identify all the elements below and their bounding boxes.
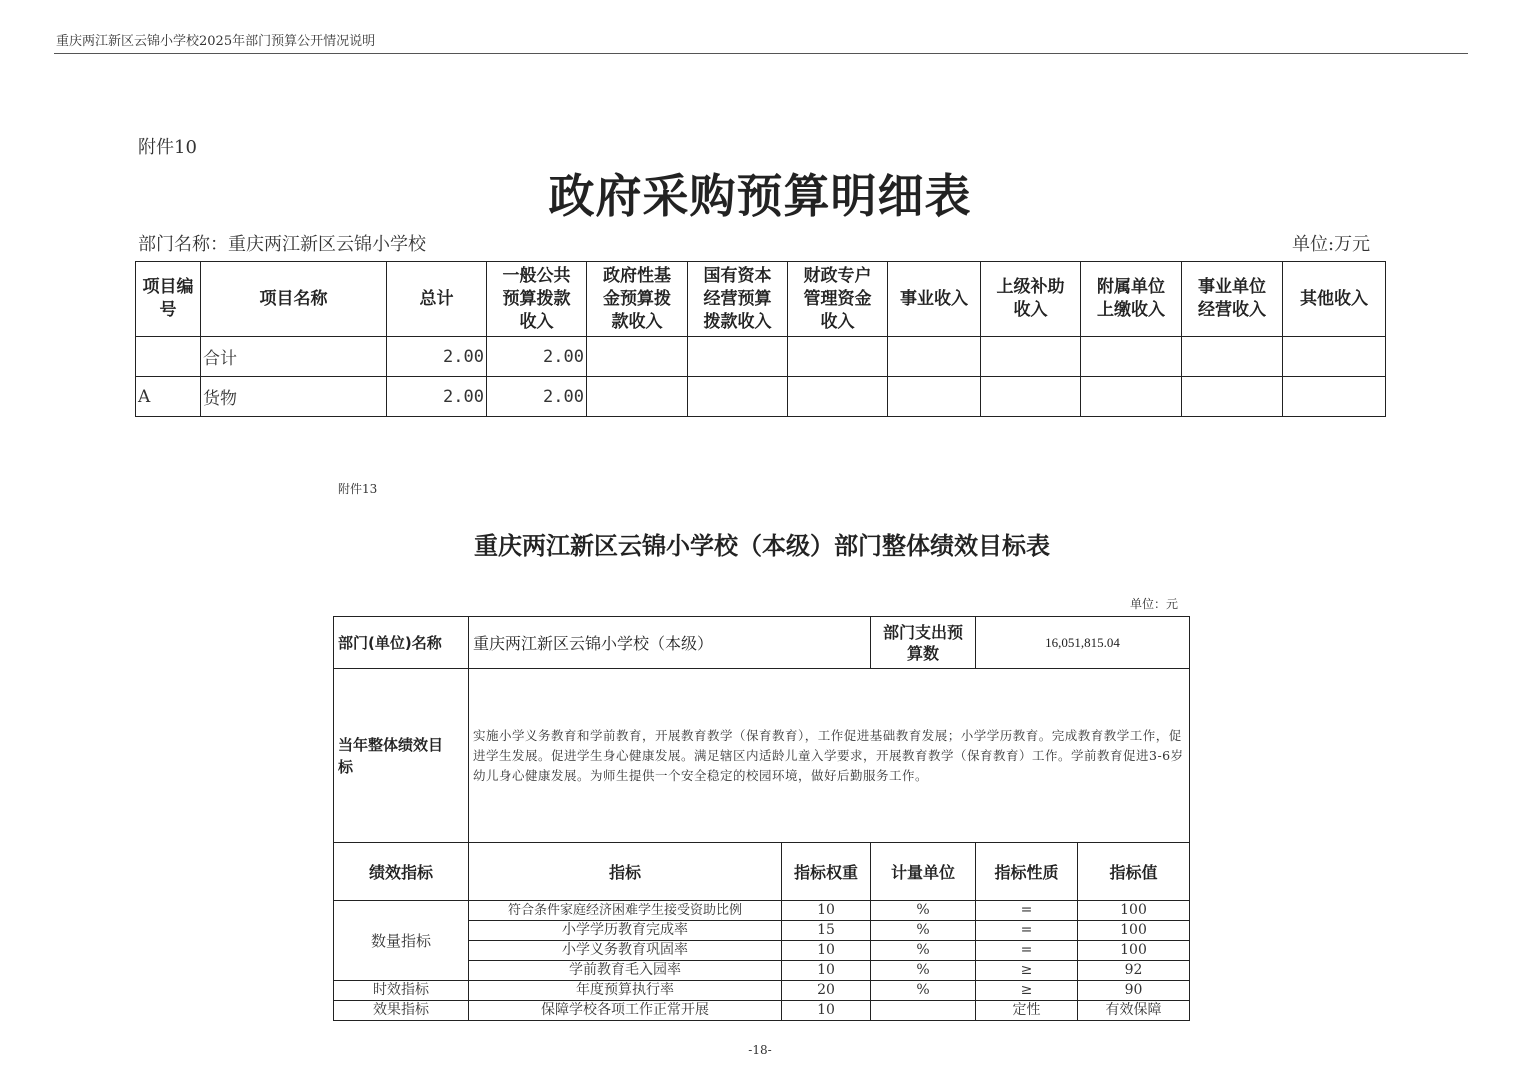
col-header: 指标权重 [782, 843, 871, 901]
cell-general: 2.00 [487, 377, 587, 417]
page-header: 重庆两江新区云锦小学校2025年部门预算公开情况说明 [56, 34, 376, 49]
col-header: 事业单位 经营收入 [1182, 262, 1283, 337]
col-header: 财政专户 管理资金 收入 [788, 262, 888, 337]
table-row [136, 377, 1386, 417]
dept-value: 重庆两江新区云锦小学校（本级） [469, 617, 871, 669]
budget-value: 16,051,815.04 [976, 617, 1190, 669]
cell-general: 2.00 [487, 337, 587, 377]
col-header: 国有资本 经营预算 拨款收入 [688, 262, 788, 337]
unit: % [871, 941, 976, 961]
col-header: 政府性基 金预算拨 款收入 [587, 262, 688, 337]
attachment-label: 附件13 [338, 482, 378, 496]
value: 100 [1078, 921, 1190, 941]
unit: % [871, 961, 976, 981]
col-header: 计量单位 [871, 843, 976, 901]
cell-code [136, 337, 201, 377]
weight: 10 [782, 901, 871, 921]
dept-row [334, 617, 1190, 669]
col-header: 上级补助 收入 [981, 262, 1081, 337]
procurement-table [135, 261, 1386, 417]
col-header: 指标 [469, 843, 782, 901]
indicator: 小学学历教育完成率 [469, 921, 782, 941]
table-row [136, 337, 1386, 377]
unit: % [871, 981, 976, 1001]
value: 100 [1078, 941, 1190, 961]
unit: % [871, 901, 976, 921]
nature: ≥ [976, 981, 1078, 1001]
value: 100 [1078, 901, 1190, 921]
indicator: 学前教育毛入园率 [469, 961, 782, 981]
unit: % [871, 921, 976, 941]
weight: 10 [782, 1001, 871, 1021]
performance-table [333, 616, 1190, 1021]
table-row [334, 1001, 1190, 1021]
value: 92 [1078, 961, 1190, 981]
category-effect: 效果指标 [334, 1001, 469, 1021]
nature: = [976, 901, 1078, 921]
category-time: 时效指标 [334, 981, 469, 1001]
unit-label: 单位：元 [1130, 597, 1179, 611]
value: 90 [1078, 981, 1190, 1001]
col-header: 总计 [387, 262, 487, 337]
department-name: 部门名称：重庆两江新区云锦小学校 [138, 234, 426, 255]
category-quantity: 数量指标 [334, 901, 469, 981]
col-header: 一般公共 预算拨款 收入 [487, 262, 587, 337]
indicator-header-row [334, 843, 1190, 901]
indicator: 符合条件家庭经济困难学生接受资助比例 [469, 901, 782, 921]
cell-name: 货物 [201, 377, 387, 417]
procurement-title: 政府采购预算明细表 [548, 169, 972, 223]
weight: 10 [782, 941, 871, 961]
col-header: 附属单位 上缴收入 [1081, 262, 1182, 337]
table-row [334, 981, 1190, 1001]
cell-total: 2.00 [387, 377, 487, 417]
cell-code: A [136, 377, 201, 417]
table-header-row [136, 262, 1386, 337]
col-header: 指标值 [1078, 843, 1190, 901]
cell-name: 合计 [201, 337, 387, 377]
unit-label: 单位:万元 [1292, 234, 1371, 255]
table-row [334, 901, 1190, 921]
col-header: 指标性质 [976, 843, 1078, 901]
value: 有效保障 [1078, 1001, 1190, 1021]
weight: 10 [782, 961, 871, 981]
page-number: -18- [748, 1043, 772, 1057]
unit [871, 1001, 976, 1021]
budget-label: 部门支出预 算数 [871, 617, 976, 669]
indicator: 年度预算执行率 [469, 981, 782, 1001]
col-header: 事业收入 [888, 262, 981, 337]
nature: 定性 [976, 1001, 1078, 1021]
indicator: 保障学校各项工作正常开展 [469, 1001, 782, 1021]
nature: = [976, 921, 1078, 941]
performance-title: 重庆两江新区云锦小学校（本级）部门整体绩效目标表 [474, 531, 1050, 560]
goal-label: 当年整体绩效目 标 [334, 669, 469, 843]
weight: 15 [782, 921, 871, 941]
cell-total: 2.00 [387, 337, 487, 377]
goal-text: 实施小学义务教育和学前教育，开展教育教学（保育教育），工作促进基础教育发展；小学学历教育。完成教育教学工作，促进学生发展。促进学生身心健康发展。满足辖区内适龄儿童入学要求，开展教育教学（保育教育）工作。学前教育促进3-6岁幼儿身心健康发展。为师生提供一个安全稳定的校园环境，做好后勤服务工作。 [469, 669, 1190, 843]
attachment-label: 附件10 [138, 137, 197, 158]
weight: 20 [782, 981, 871, 1001]
header-rule [54, 53, 1468, 54]
goal-row [334, 669, 1190, 843]
nature: ≥ [976, 961, 1078, 981]
col-header: 项目编 号 [136, 262, 201, 337]
dept-label: 部门(单位)名称 [334, 617, 469, 669]
indicator: 小学义务教育巩固率 [469, 941, 782, 961]
col-header: 绩效指标 [334, 843, 469, 901]
col-header: 项目名称 [201, 262, 387, 337]
col-header: 其他收入 [1283, 262, 1386, 337]
nature: = [976, 941, 1078, 961]
